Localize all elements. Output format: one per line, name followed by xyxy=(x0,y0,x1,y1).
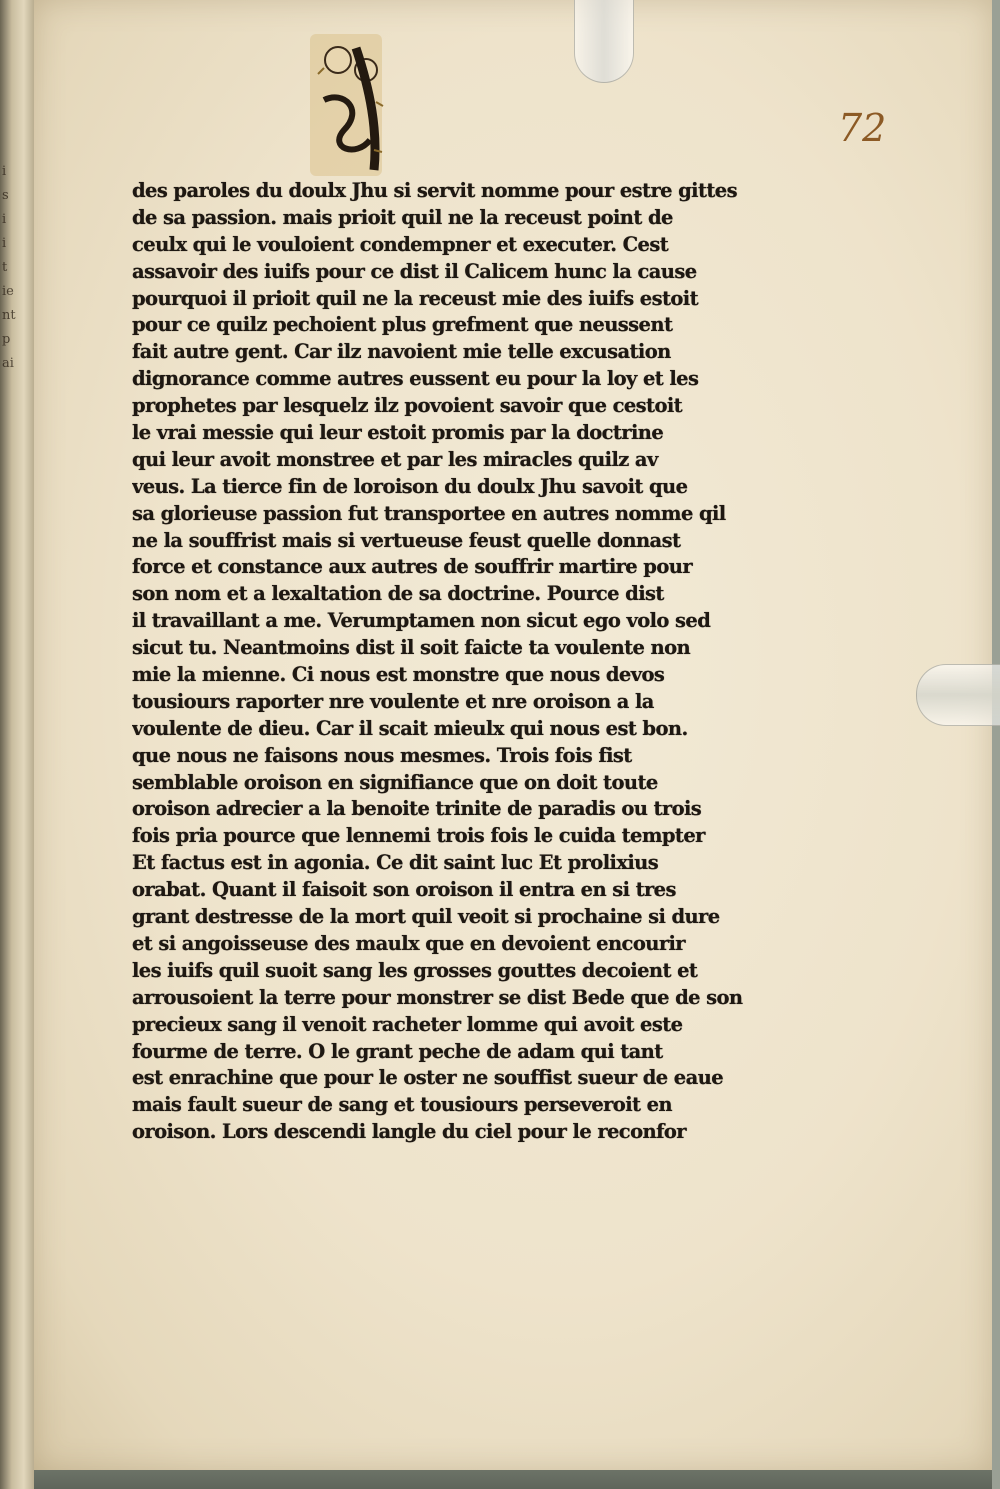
text-line: sa glorieuse passion fut transportee en autres nomme qil xyxy=(132,501,726,525)
spine-mark: ie xyxy=(2,284,14,299)
text-line: des paroles du doulx Jhu si servit nomme pour estre gittes xyxy=(132,179,737,202)
text-line: fourme de terre. O le grant peche de adam qui tant xyxy=(132,1039,663,1063)
text-line: oroison adrecier a la benoite trinite de paradis ou trois xyxy=(132,797,702,821)
text-line: pour ce quilz pechoient plus grefment que neussent xyxy=(132,313,673,337)
text-line: sicut tu. Neantmoins dist il soit faicte ta voulente non xyxy=(132,636,691,660)
text-line: qui leur avoit monstree et par les miracles quilz av xyxy=(132,447,658,471)
text-line: que nous ne faisons nous mesmes. Trois fois fist xyxy=(132,743,632,767)
decorated-initial-letter xyxy=(304,30,388,180)
background-strip xyxy=(34,1470,1000,1489)
text-line: son nom et a lexaltation de sa doctrine. Pource dist xyxy=(132,582,664,606)
folio-number: 72 xyxy=(838,106,887,150)
text-line: fois pria pource que lennemi trois fois le cuida tempter xyxy=(132,824,705,848)
spine-mark: p xyxy=(2,332,11,347)
manuscript-text xyxy=(132,178,772,1146)
text-line: les iuifs quil suoit sang les grosses gouttes decoient et xyxy=(132,958,698,982)
spine-mark: i xyxy=(2,212,7,227)
text-line: tousiours raporter nre voulente et nre oroison a la xyxy=(132,689,654,713)
top-clip-weight xyxy=(574,0,634,83)
page-edge xyxy=(992,0,1000,1489)
text-line: dignorance comme autres eussent eu pour la loy et les xyxy=(132,367,699,391)
binding-spine xyxy=(0,0,34,1489)
spine-mark: t xyxy=(2,260,8,275)
text-line: fait autre gent. Car ilz navoient mie telle excusation xyxy=(132,340,671,364)
spine-mark: i xyxy=(2,236,7,251)
text-line: de sa passion. mais prioit quil ne la receust point de xyxy=(132,205,673,229)
spine-mark: nt xyxy=(2,308,16,323)
text-line: le vrai messie qui leur estoit promis par la doctrine xyxy=(132,421,664,445)
text-line: voulente de dieu. Car il scait mieulx qui nous est bon. xyxy=(132,716,688,740)
side-clip-weight xyxy=(916,664,1000,726)
text-line: oroison. Lors descendi langle du ciel pour le reconfor xyxy=(132,1120,686,1144)
text-line: est enrachine que pour le oster ne souffist sueur de eaue xyxy=(132,1066,724,1090)
text-line: ceulx qui le vouloient condempner et executer. Cest xyxy=(132,232,669,256)
text-line: mie la mienne. Ci nous est monstre que nous devos xyxy=(132,663,665,687)
text-line: arrousoient la terre pour monstrer se dist Bede que de son xyxy=(132,985,743,1009)
text-line: assavoir des iuifs pour ce dist il Calicem hunc la cause xyxy=(132,259,697,283)
text-line: veus. La tierce fin de loroison du doulx Jhu savoit que xyxy=(132,474,688,498)
text-line: et si angoisseuse des maulx que en devoient encourir xyxy=(132,931,685,955)
text-line: semblable oroison en signifiance que on doit toute xyxy=(132,770,658,794)
spine-mark: i xyxy=(2,164,7,179)
text-line: Et factus est in agonia. Ce dit saint luc Et prolixius xyxy=(132,851,659,875)
text-line: grant destresse de la mort quil veoit si prochaine si dure xyxy=(132,905,720,929)
text-line: prophetes par lesquelz ilz povoient savoir que cestoit xyxy=(132,394,683,418)
spine-mark: ai xyxy=(2,356,14,371)
text-line: orabat. Quant il faisoit son oroison il entra en si tres xyxy=(132,878,676,902)
text-line: force et constance aux autres de souffrir martire pour xyxy=(132,555,692,579)
text-line: pourquoi il prioit quil ne la receust mie des iuifs estoit xyxy=(132,286,698,310)
text-line: il travaillant a me. Verumptamen non sicut ego volo sed xyxy=(132,609,711,633)
text-line: precieux sang il venoit racheter lomme qui avoit este xyxy=(132,1012,683,1036)
text-line: mais fault sueur de sang et tousiours perseveroit en xyxy=(132,1093,673,1117)
spine-marginalia xyxy=(2,160,24,376)
text-line: ne la souffrist mais si vertueuse feust quelle donnast xyxy=(132,528,681,552)
spine-mark: s xyxy=(2,188,9,203)
